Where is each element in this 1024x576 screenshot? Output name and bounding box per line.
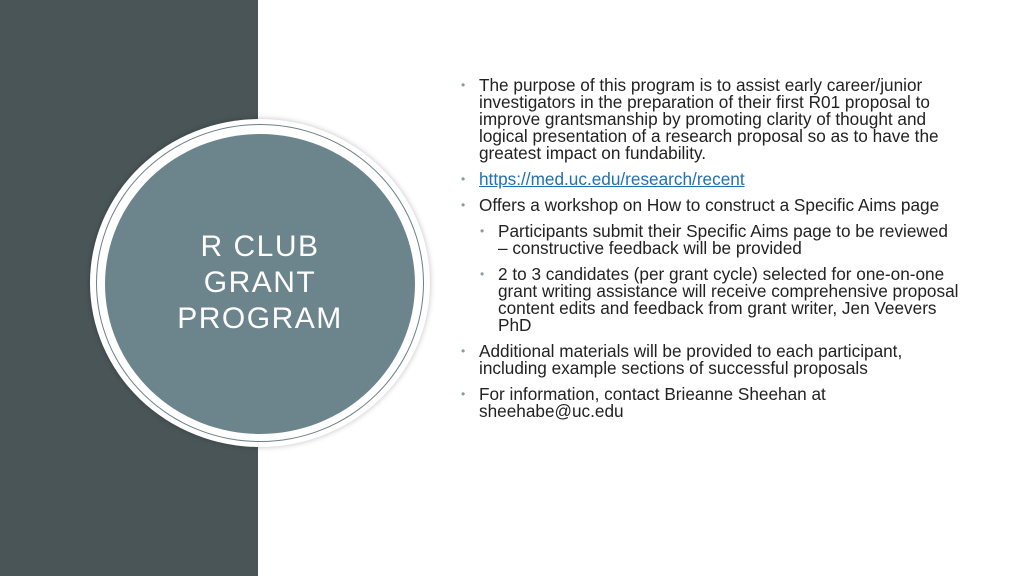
bullet-icon: •	[461, 78, 466, 92]
bullet-text: 2 to 3 candidates (per grant cycle) selected for one-on-one grant writing assistance will receive comprehensive proposal content edits and feedback from grant writer, Jen Veevers PhD	[498, 264, 959, 335]
bullet-icon: •	[461, 198, 466, 212]
bullet-icon: •	[480, 224, 485, 238]
title-line: GRANT	[203, 266, 317, 299]
bullet-text: Offers a workshop on How to construct a Specific Aims page	[479, 195, 940, 215]
bullet-text: For information, contact Brieanne Sheehan at sheehabe@uc.edu	[479, 384, 826, 421]
bullet-icon: •	[461, 387, 466, 401]
sub-bullet-item-participants	[479, 223, 960, 257]
bullet-icon: •	[461, 344, 466, 358]
bullet-item-purpose	[460, 77, 960, 162]
bullet-icon: •	[480, 267, 485, 281]
research-link[interactable]: https://med.uc.edu/research/recent	[479, 169, 745, 189]
sub-bullet-item-candidates	[479, 266, 960, 334]
bullet-item-workshop	[460, 197, 960, 214]
bullet-icon: •	[461, 172, 466, 186]
bullet-content	[460, 77, 960, 429]
bullet-text: The purpose of this program is to assist early career/junior investigators in the preparation of their first R01 proposal to improve grantsmanship by promoting clarity of thought and logical presentation of a research proposal so as to have the greatest impact on fundability.	[479, 75, 939, 163]
bullet-text: Additional materials will be provided to each participant, including example sections of successful proposals	[479, 341, 903, 378]
bullet-item-materials	[460, 343, 960, 377]
bullet-text: Participants submit their Specific Aims page to be reviewed – constructive feedback will be provided	[498, 221, 948, 258]
title-circle	[105, 134, 415, 434]
bullet-item-contact	[460, 386, 960, 420]
slide-title	[150, 229, 370, 337]
bullet-list	[460, 77, 960, 420]
bullet-item-link	[460, 171, 960, 188]
title-line: PROGRAM	[177, 302, 343, 335]
title-line: R CLUB	[200, 230, 320, 263]
